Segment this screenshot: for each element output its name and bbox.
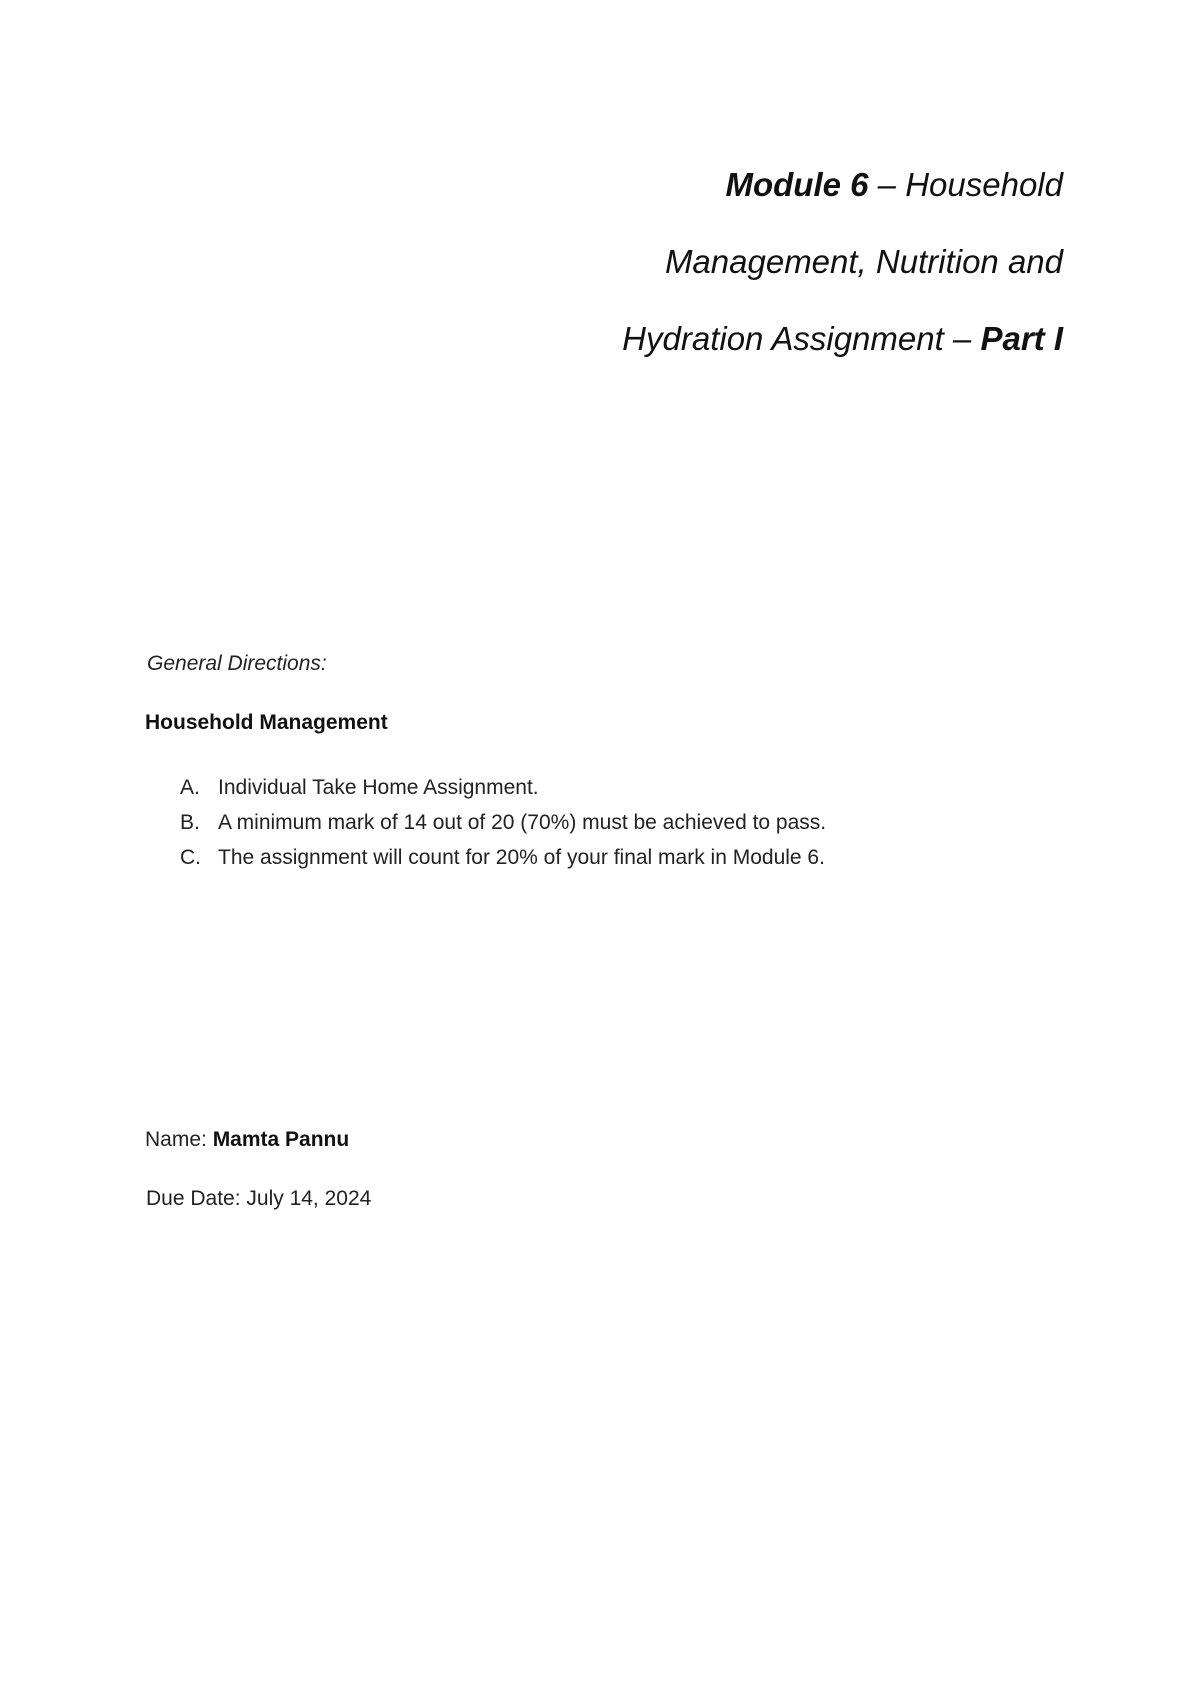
module-label: Module 6 (725, 166, 869, 203)
list-item-text: Individual Take Home Assignment. (218, 776, 539, 799)
general-directions-colon: : (320, 652, 327, 675)
list-marker: B. (180, 811, 200, 834)
document-title (503, 146, 1063, 377)
due-date-value: July 14, 2024 (246, 1187, 372, 1210)
list-item-text: The assignment will count for 20% of your final mark in Module 6. (218, 846, 825, 869)
due-date-label: Due Date: (146, 1187, 247, 1210)
part-label: Part I (980, 320, 1063, 357)
name-label: Name: (145, 1128, 213, 1151)
list-item (180, 805, 826, 840)
due-date-line (146, 1187, 371, 1211)
student-name: Mamta Pannu (212, 1128, 350, 1151)
list-item (180, 770, 826, 805)
title-line-1 (503, 146, 1063, 223)
list-marker: C. (180, 846, 201, 869)
directions-list (180, 770, 826, 875)
section-heading: Household Management (145, 711, 388, 734)
general-directions-text: General Directions (147, 652, 321, 675)
list-item (180, 840, 826, 875)
student-name-line (145, 1128, 349, 1152)
list-marker: A. (180, 776, 200, 799)
title-line-3 (503, 300, 1063, 377)
list-item-text: A minimum mark of 14 out of 20 (70%) must be achieved to pass. (218, 811, 827, 834)
title-line-2: Management, Nutrition and (664, 243, 1063, 280)
title-line-3-prefix: Hydration Assignment – (622, 320, 981, 357)
title-line-1-rest: – Household (868, 166, 1063, 203)
general-directions-label (147, 652, 327, 676)
